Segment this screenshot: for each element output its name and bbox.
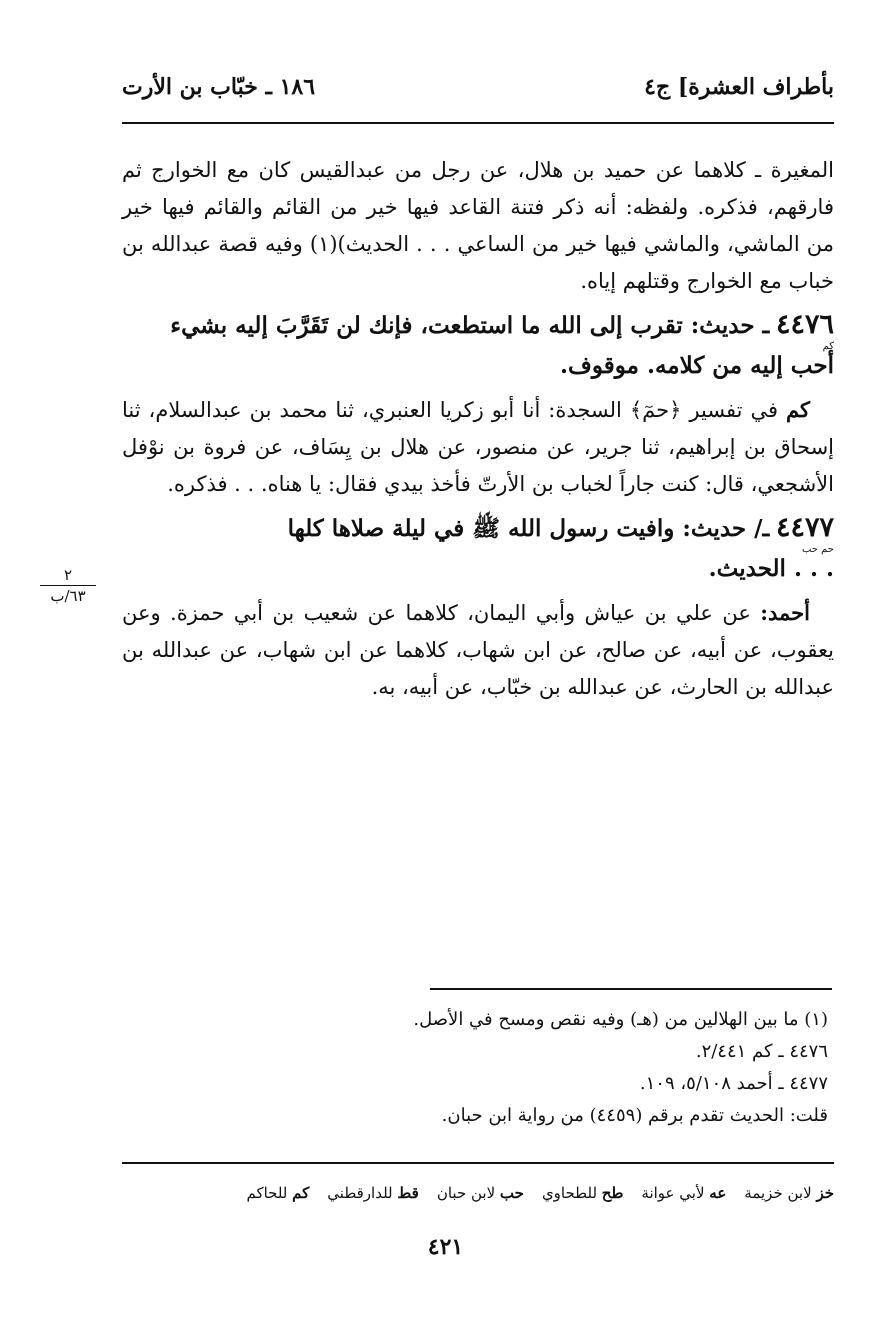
hadith-text-continuation: . . . الحديث. [708, 555, 834, 582]
takhrij-paragraph [122, 594, 834, 706]
header-rule [122, 122, 834, 124]
source-label: كم [786, 397, 811, 422]
legend-item [327, 1178, 419, 1208]
legend-item [744, 1178, 834, 1208]
legend-abbr: طح [601, 1184, 624, 1202]
margin-note-top: ٢ [63, 566, 73, 584]
legend-name: للحاكم [246, 1184, 288, 1202]
page-number: ٤٢١ [427, 1234, 464, 1260]
legend-item [641, 1178, 726, 1208]
hadith-4476 [122, 306, 834, 385]
legend-name: للدارقطني [327, 1184, 393, 1202]
legend-item [246, 1178, 309, 1208]
abbreviation-legend [122, 1178, 834, 1208]
margin-note-bottom: ٦٣/ب [50, 587, 86, 605]
footnote-2: ٤٤٧٦ ـ كم ٢/٤٤١. [695, 1041, 828, 1062]
takhrij-text: في تفسير ﴿حمٓ﴾ السجدة: أنا أبو زكريا العنبري، ثنا محمد بن عبدالسلام، ثنا إسحاق بن إبراهيم، ثنا جرير، عن منصور، عن هلال بن يِسَاف، عن فروة بن نوْفل الأشجعي، قال: كنت جاراً لخباب بن الأرتّ فأخذ بيدي فقال: يا هناه. . . فذكره. [122, 398, 834, 496]
footnote-3: ٤٤٧٧ ـ أحمد ٥/١٠٨، ١٠٩. [639, 1073, 828, 1094]
legend-abbr: عه [709, 1184, 727, 1202]
page-header [122, 68, 834, 108]
legend-item [542, 1178, 623, 1208]
legend-name: لابن حبان [436, 1184, 496, 1202]
hadith-4477 [122, 509, 834, 588]
footnote-rule [430, 988, 832, 990]
legend-abbr: خز [816, 1184, 834, 1202]
source-label: أحمد: [760, 600, 810, 625]
footnote-1: (١) ما بين الهلالين من (هـ) وفيه نقص ومسح في الأصل. [413, 1009, 828, 1030]
takhrij-paragraph [122, 391, 834, 503]
legend-name: للطحاوي [541, 1184, 598, 1202]
source-symbol: حم حب [801, 544, 834, 555]
paragraph-continuation: المغيرة ـ كلاهما عن حميد بن هلال، عن رجل من عبدالقيس كان مع الخوارج ثم فارقهم، فذكره. ولفظه: أنه ذكر فتنة القاعد فيها خير من القائم والقائم فيها خير من الماشي، والماشي فيها خير من الساعي . . . الحديث)(١) وفيه قصة عبدالله بن خباب مع الخوارج وقتلهم إياه. [122, 158, 834, 293]
header-book-title: بأطراف العشرة] ج٤ [644, 74, 834, 100]
margin-note-divider [40, 585, 96, 586]
legend-abbr: قط [397, 1184, 419, 1202]
hadith-number: ٤٤٧٧ [775, 512, 834, 543]
legend-name: لابن خزيمة [744, 1184, 812, 1202]
footnotes [122, 1004, 834, 1132]
main-text [122, 152, 834, 712]
takhrij-text: عن علي بن عياش وأبي اليمان، كلاهما عن شعيب بن أبي حمزة. وعن يعقوب، عن أبيه، عن صالح، عن ابن شهاب، كلاهما عن ابن شهاب، عن عبدالله بن عبدالله بن الحارث، عن عبدالله بن خبّاب، عن أبيه، به. [122, 601, 834, 699]
hadith-number: ٤٤٧٦ [775, 309, 834, 340]
legend-rule [122, 1162, 834, 1164]
legend-abbr: كم [292, 1184, 310, 1202]
hadith-text: ـ حديث: تقرب إلى الله ما استطعت، فإنك لن تَقَرَّبَ إليه بشيء [170, 312, 770, 339]
footnote-4: قلت: الحديث تقدم برقم (٤٤٥٩) من رواية ابن حبان. [441, 1105, 828, 1126]
source-symbol: كم [822, 341, 834, 352]
legend-item [437, 1178, 524, 1208]
header-section-title: ١٨٦ ـ خبّاب بن الأرت [122, 74, 316, 100]
hadith-text-continuation: أحب إليه من كلامه. موقوف. [560, 352, 834, 379]
legend-abbr: حب [499, 1184, 524, 1202]
hadith-text: ـ/ حديث: وافيت رسول الله ﷺ في ليلة صلاها كلها [287, 515, 770, 542]
manuscript-folio-note [40, 566, 96, 605]
legend-name: لأبي عوانة [641, 1184, 705, 1202]
